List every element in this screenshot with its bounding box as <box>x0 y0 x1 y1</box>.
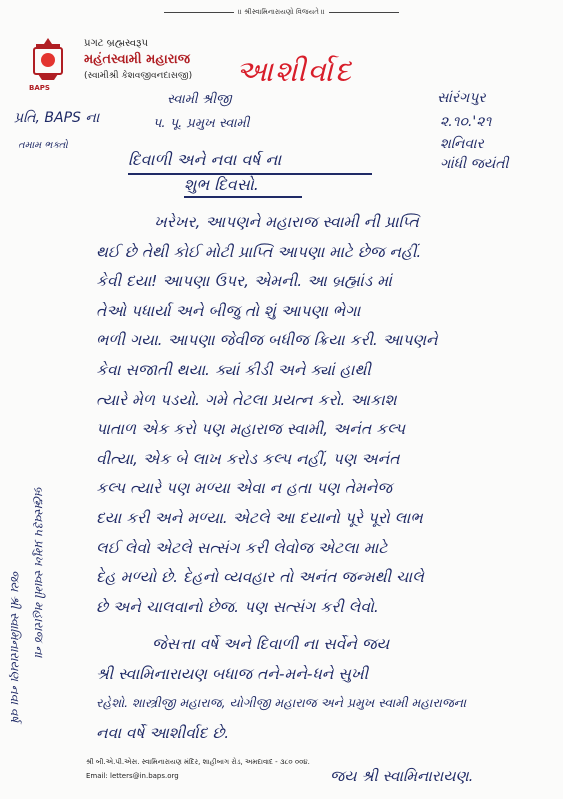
body-line: પાતાળ એક કરો પણ મહારાજ સ્વામી, અનંત કલ્પ <box>96 420 406 439</box>
footer-email[interactable]: letters@in.baps.org <box>110 772 179 780</box>
body-line: કેવા સજાતી થયા. ક્યાં કીડી અને ક્યાં હાથી <box>96 361 371 379</box>
top-invocation: ॥ શ્રીસ્વામિનારાયણો વિજયતે ॥ <box>0 8 563 17</box>
baps-logo-label: BAPS <box>29 84 50 92</box>
salutation-line-2: તમામ ભક્તો <box>18 140 68 151</box>
body-line: ત્યારે મેળ પડયો. ગમે તેટલા પ્રયત્ન કરો. આકાશ <box>96 390 397 409</box>
occasion-day: ગાંધી જયંતી <box>440 156 509 172</box>
body-line: છે અને ચાલવાનો છેજ. પણ સત્સંગ કરી લેવો. <box>96 597 379 616</box>
margin-note-2: જય શ્રી સ્વામિનારાયણ નવા વર્ષ <box>8 570 22 723</box>
place: સાંરંગપુર <box>437 90 486 106</box>
body-line: ભળી ગયા. આપણા જેવીજ બધીજ ક્રિયા કરી. આપણને <box>96 331 438 350</box>
closing-signature: જય શ્રી સ્વામિનારાયણ. <box>330 767 474 785</box>
body-line: તેઓ પધાર્યા અને બીજુ તો શું આપણા ભેગા <box>96 301 361 320</box>
subject-underline-2 <box>184 196 302 198</box>
body-line: જેસત્તા વર્ષે અને દિવાળી ના સર્વેને જય <box>152 635 390 654</box>
body-line: વીત્યા, એક બે લાખ કરોડ કલ્પ નહીં, પણ અનંત <box>96 449 400 468</box>
sender-line-1: સ્વામી શ્રીજી <box>167 92 232 107</box>
sender-line-2: પ. પૂ. પ્રમુખ સ્વામી <box>153 116 250 131</box>
date: ૨.૧૦.'૨૧ <box>440 114 492 130</box>
body-line: નવા વર્ષે આશીર્વાદ છે. <box>96 724 230 743</box>
letter-title: આશીર્વાદ <box>236 54 353 88</box>
body-line: થઈ છે તેથી કોઈ મોટી પ્રાપ્તિ આપણા માટે છેજ નહીં. <box>96 242 422 261</box>
margin-note-1: બ્રહ્મસ્વરૂપ પ્રમુખ સ્વામી મહારાજ ના <box>32 486 46 658</box>
footer-address: શ્રી બી.એ.પી.એસ. સ્વામિનારાયણ મંદિર, શાહીબાગ રોડ, અમદાવાદ - ૩૮૦ ૦૦૪. <box>86 758 310 766</box>
body-line: ખરેખર, આપણને મહારાજ સ્વામી ની પ્રાપ્તિ <box>154 213 419 231</box>
subject-line-2: શુભ દિવસો. <box>184 175 259 194</box>
weekday: શનિવાર <box>440 136 484 152</box>
body-line: રહેશો. શાસ્ત્રીજી મહારાજ, યોગીજી મહારાજ અને પ્રમુખ સ્વામી મહારાજના <box>96 694 467 710</box>
body-line: કેવી દયા! આપણા ઉપર, એમની. આ બ્રહ્માંડ માં <box>96 272 392 291</box>
body-line: દયા કરી અને મળ્યા. એટલે આ દયાનો પૂરે પૂરો લાભ <box>96 509 423 527</box>
header-name: મહંતસ્વામી મહારાજ <box>84 52 190 67</box>
baps-logo-icon <box>28 36 68 88</box>
body-line: લઈ લેવો એટલે સત્સંગ કરી લેવોજ એટલા માટે <box>96 538 388 557</box>
header-line-3: (સ્વામીશ્રી કેશવજીવનદાસજી) <box>84 71 193 81</box>
body-line: શ્રી સ્વામિનારાયણ બધાજ તને-મને-ધને સુખી <box>96 665 368 683</box>
body-line: કલ્પ ત્યારે પણ મળ્યા એવા ન હતા પણ તેમનેજ <box>96 479 393 498</box>
header-line-1: પ્રગટ બ્રહ્મસ્વરૂપ <box>84 38 148 49</box>
salutation-line-1: પ્રતિ, BAPS ના <box>14 110 100 126</box>
footer-email-label: Email: <box>86 772 108 780</box>
footer-email-row <box>86 772 179 780</box>
body-line: દેહ મળ્યો છે. દેહનો વ્યવહાર તો અનંત જન્મથી ચાલે <box>96 568 424 587</box>
subject-line-1: દિવાળી અને નવા વર્ષ ના <box>128 150 282 169</box>
